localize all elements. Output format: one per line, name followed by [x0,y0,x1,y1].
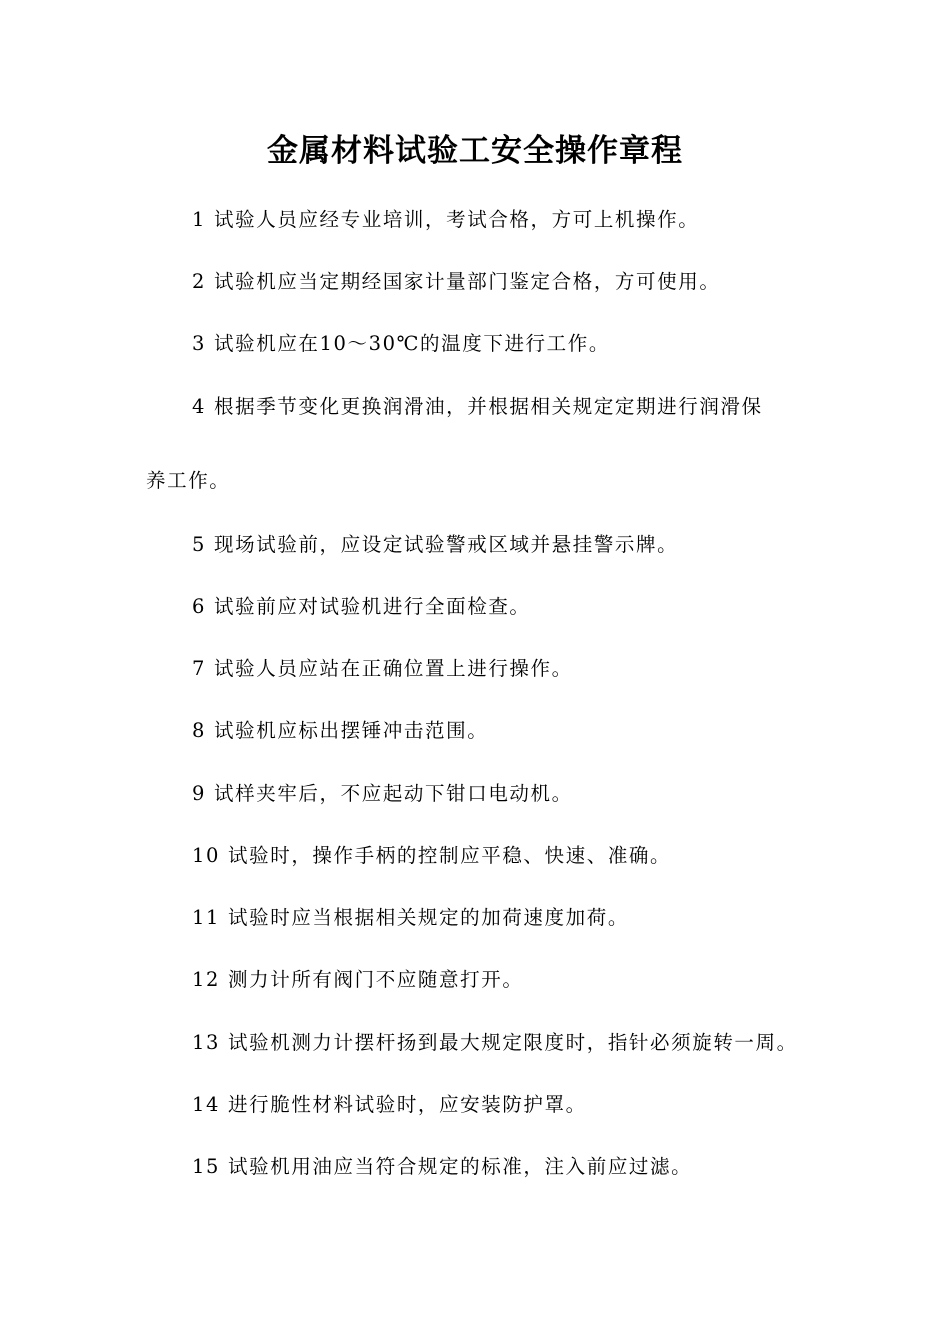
list-item [146,782,836,806]
item-number: 9 [192,782,207,805]
list-item [146,533,836,557]
item-number: 5 [192,533,207,556]
item-text: 试验人员应经专业培训，考试合格，方可上机操作。 [214,208,700,231]
item-text: 试验人员应站在正确位置上进行操作。 [214,657,573,680]
list-item [146,844,836,868]
item-text-continuation: 养工作。 [146,469,231,492]
list-item [146,595,836,619]
item-text: 试验前应对试验机进行全面检查。 [214,595,531,618]
item-text: 试验机测力计摆杆扬到最大规定限度时，指针必须旋转一周。 [228,1031,798,1054]
list-item [146,395,836,493]
list-item [146,270,836,294]
item-number: 12 [192,968,221,991]
item-text: 试验机应当定期经国家计量部门鉴定合格，方可使用。 [214,270,721,293]
item-text: 试验机应标出摆锤冲击范围。 [214,719,489,742]
item-number: 11 [192,906,221,929]
item-number: 15 [192,1155,221,1178]
item-text: 试验时，操作手柄的控制应平稳、快速、准确。 [228,844,672,867]
item-number: 7 [192,657,207,680]
item-text: 现场试验前，应设定试验警戒区域并悬挂警示牌。 [214,533,679,556]
list-item [146,1155,836,1179]
list-item [146,657,836,681]
item-text: 根据季节变化更换润滑油，并根据相关规定定期进行润滑保 [214,395,763,418]
list-item [146,1031,836,1055]
list-item [146,208,836,232]
item-number: 8 [192,719,207,742]
list-item [146,906,836,930]
item-number: 2 [192,270,207,293]
item-number: 10 [192,844,221,867]
item-text: 进行脆性材料试验时，应安装防护罩。 [228,1093,587,1116]
item-text: 试验时应当根据相关规定的加荷速度加荷。 [228,906,629,929]
item-number: 14 [192,1093,221,1116]
item-number: 1 [192,208,207,231]
page-title: 金属材料试验工安全操作章程 [267,133,683,169]
list-item [146,1093,836,1117]
list-item [146,968,836,992]
item-text: 测力计所有阀门不应随意打开。 [228,968,524,991]
list-item [146,332,836,356]
item-number: 13 [192,1031,221,1054]
item-text: 试验机用油应当符合规定的标准，注入前应过滤。 [228,1155,693,1178]
item-text: 试样夹牢后，不应起动下钳口电动机。 [214,782,573,805]
list-item [146,719,836,743]
item-number: 4 [192,395,207,418]
item-text: 试验机应在10～30℃的温度下进行工作。 [214,332,610,355]
item-number: 3 [192,332,207,355]
item-number: 6 [192,595,207,618]
